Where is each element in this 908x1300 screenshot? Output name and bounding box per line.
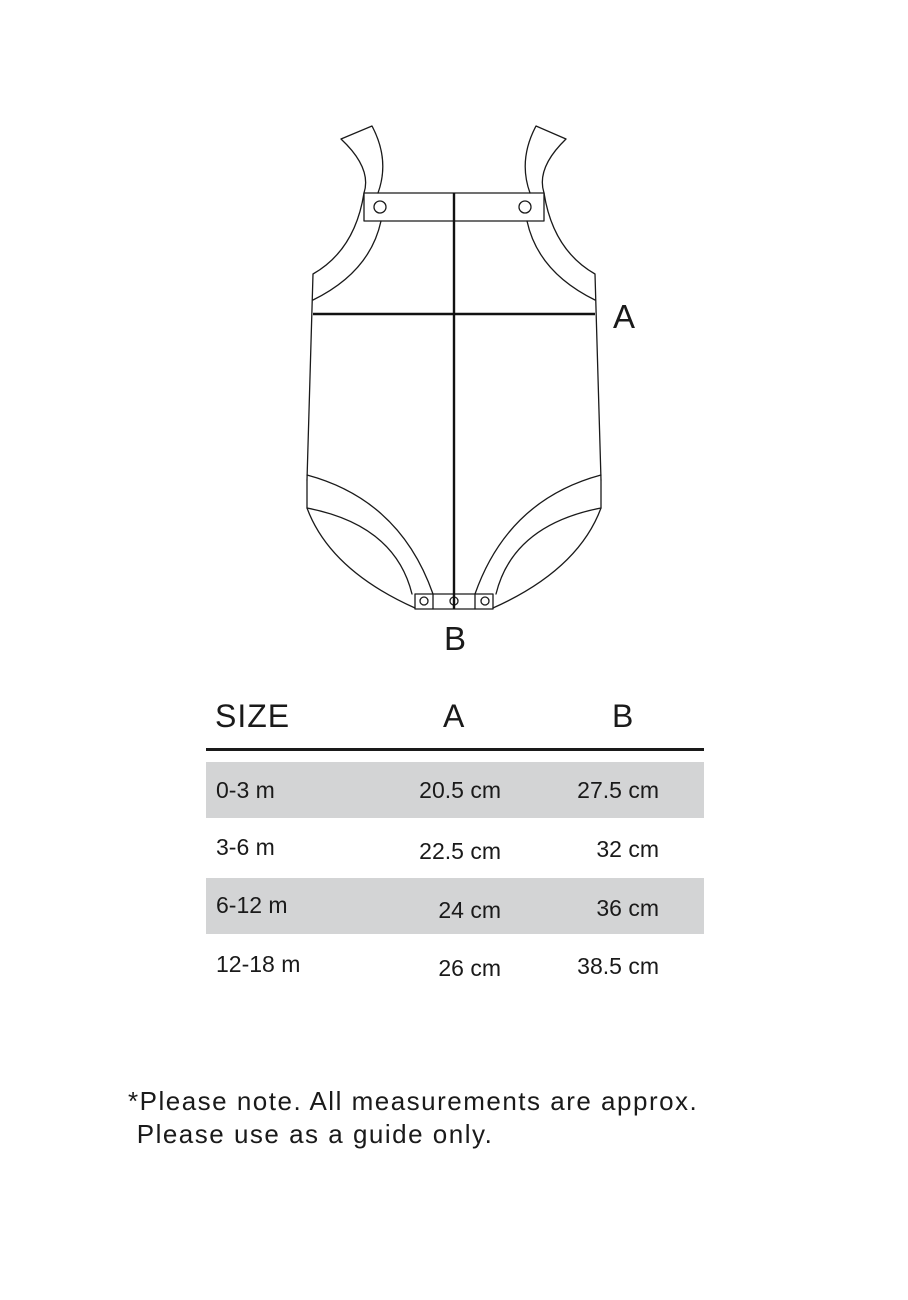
cell-a: 20.5 cm <box>419 777 501 803</box>
dimension-label-b: B <box>444 620 467 657</box>
table-row <box>206 878 704 934</box>
cell-b: 36 cm <box>596 895 659 921</box>
cell-b: 38.5 cm <box>577 953 659 979</box>
table-header <box>206 698 704 751</box>
right-leg-outer <box>475 475 601 594</box>
note-line-1: *Please note. All measurements are approx. <box>128 1086 699 1116</box>
note-line-2: Please use as a guide only. <box>128 1119 494 1149</box>
cell-size: 3-6 m <box>216 834 275 860</box>
crotch-snap-right <box>481 597 489 605</box>
right-button <box>519 201 531 213</box>
table-row <box>206 936 704 992</box>
crotch-snap-left <box>420 597 428 605</box>
cell-a: 26 cm <box>438 955 501 981</box>
left-button <box>374 201 386 213</box>
cell-a: 22.5 cm <box>419 838 501 864</box>
measurement-note <box>128 1085 698 1151</box>
cell-size: 6-12 m <box>216 892 288 918</box>
table-row <box>206 820 704 876</box>
cell-a: 24 cm <box>438 897 501 923</box>
header-b: B <box>612 698 635 734</box>
left-leg-outer <box>307 475 433 594</box>
cell-b: 27.5 cm <box>577 777 659 803</box>
dimension-label-a: A <box>613 298 636 335</box>
right-leg-inner <box>496 508 601 594</box>
size-chart-table <box>206 698 704 981</box>
left-strap <box>341 126 383 193</box>
cell-size: 0-3 m <box>216 777 275 803</box>
bodice-right <box>527 193 601 480</box>
header-a: A <box>443 698 466 734</box>
cell-b: 32 cm <box>596 836 659 862</box>
right-strap <box>525 126 566 193</box>
table-row <box>206 762 704 818</box>
header-size: SIZE <box>215 698 291 734</box>
cell-size: 12-18 m <box>216 951 301 977</box>
left-leg-inner <box>307 508 412 594</box>
bodice-left <box>307 193 381 480</box>
